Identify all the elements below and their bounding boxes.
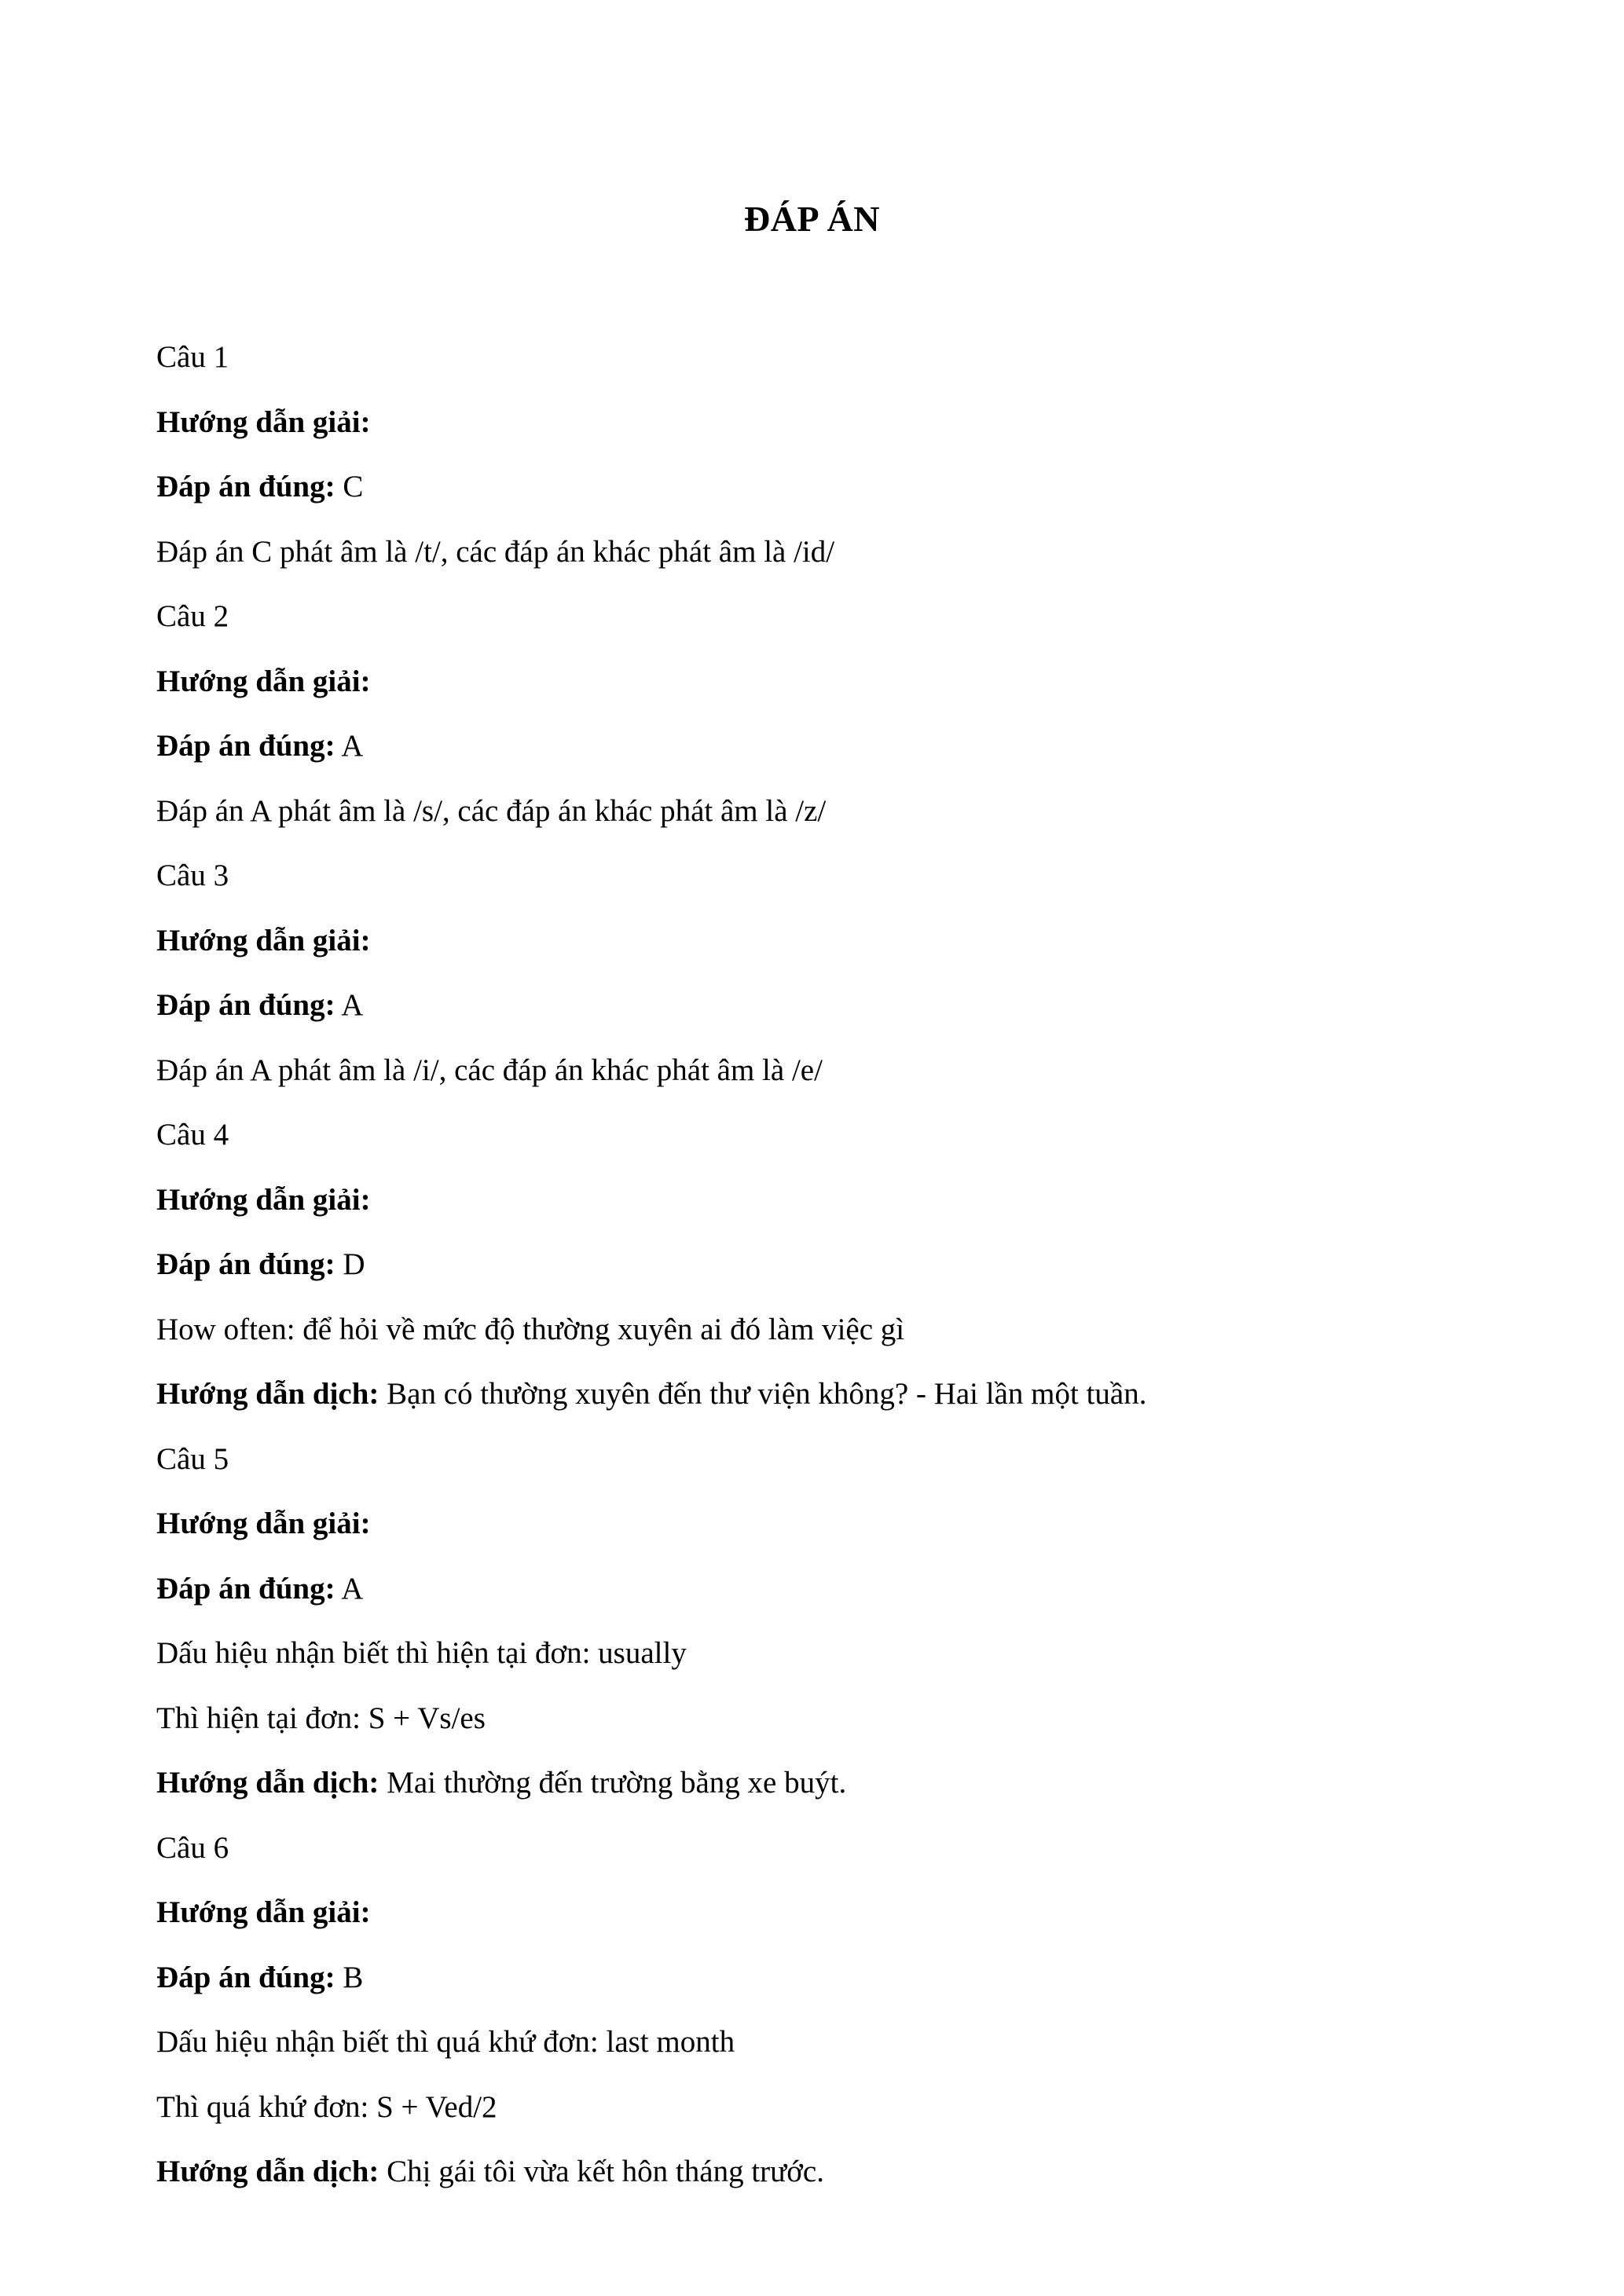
line-label: Hướng dẫn giải: xyxy=(156,923,371,958)
text-line xyxy=(156,1298,1530,1363)
section-heading-cau-6: Câu 6 xyxy=(156,1830,229,1865)
line-label: Hướng dẫn giải: xyxy=(156,405,371,439)
text-line xyxy=(156,1621,1530,1686)
line-label: Hướng dẫn giải: xyxy=(156,1182,371,1217)
line-text: Bạn có thường xuyên đến thư viện không? - Hai lần một tuần. xyxy=(379,1377,1147,1411)
line-label: Hướng dẫn dịch: xyxy=(156,1766,379,1800)
line-text: C xyxy=(335,470,364,504)
text-line xyxy=(156,1557,1530,1622)
line-text: Dấu hiệu nhận biết thì quá khứ đơn: last month xyxy=(156,2025,735,2059)
line-label: Đáp án đúng: xyxy=(156,1247,335,1281)
text-line xyxy=(156,1362,1530,1427)
section-heading-cau-2: Câu 2 xyxy=(156,599,229,633)
text-line xyxy=(156,1751,1530,1816)
line-text: Mai thường đến trường bằng xe buýt. xyxy=(379,1766,847,1800)
text-line xyxy=(156,2075,1530,2140)
line-text: A xyxy=(335,1571,364,1606)
line-text: A xyxy=(335,729,364,763)
line-label: Hướng dẫn giải: xyxy=(156,1507,371,1540)
line-text: Đáp án A phát âm là /s/, các đáp án khác phát âm là /z/ xyxy=(156,793,827,828)
text-line xyxy=(156,1232,1530,1298)
text-line xyxy=(156,779,1530,844)
section-heading-cau-3: Câu 3 xyxy=(156,859,229,892)
line-label: Đáp án đúng: xyxy=(156,1571,335,1606)
text-line xyxy=(156,1686,1530,1752)
document-body xyxy=(156,325,1624,2205)
line-text: Thì quá khứ đơn: S + Ved/2 xyxy=(156,2089,497,2124)
text-line xyxy=(156,455,1530,520)
line-text: Chị gái tôi vừa kết hôn tháng trước. xyxy=(379,2155,824,2188)
text-line xyxy=(156,390,1530,456)
text-line xyxy=(156,973,1530,1038)
line-text: How often: để hỏi về mức độ thường xuyên ai đó làm việc gì xyxy=(156,1312,905,1346)
text-line xyxy=(156,2140,1530,2205)
text-line xyxy=(156,520,1530,585)
text-line xyxy=(156,1168,1530,1233)
text-line xyxy=(156,1946,1530,2011)
line-text: Đáp án C phát âm là /t/, các đáp án khác phát âm là /id/ xyxy=(156,534,835,569)
line-text: Dấu hiệu nhận biết thì hiện tại đơn: usually xyxy=(156,1636,687,1670)
line-label: Hướng dẫn dịch: xyxy=(156,1377,379,1411)
line-text: B xyxy=(335,1960,364,1994)
text-line xyxy=(156,1880,1530,1946)
line-label: Hướng dẫn giải: xyxy=(156,1895,371,1929)
text-line xyxy=(156,2010,1530,2075)
text-line xyxy=(156,909,1530,974)
section-heading-cau-1: Câu 1 xyxy=(156,340,229,374)
line-label: Đáp án đúng: xyxy=(156,1960,335,1994)
text-line xyxy=(156,1492,1530,1557)
line-label: Đáp án đúng: xyxy=(156,729,335,763)
line-text: A xyxy=(335,988,364,1022)
line-label: Hướng dẫn giải: xyxy=(156,664,371,698)
line-text: Đáp án A phát âm là /i/, các đáp án khác phát âm là /e/ xyxy=(156,1053,823,1087)
line-text: Thì hiện tại đơn: S + Vs/es xyxy=(156,1701,486,1735)
line-label: Đáp án đúng: xyxy=(156,988,335,1022)
section-heading-cau-4: Câu 4 xyxy=(156,1118,229,1152)
text-line xyxy=(156,650,1530,715)
text-line xyxy=(156,714,1530,779)
text-line xyxy=(156,1038,1530,1104)
page-title: ĐÁP ÁN xyxy=(744,199,880,239)
section-heading-cau-5: Câu 5 xyxy=(156,1441,229,1476)
line-text: D xyxy=(335,1247,365,1281)
line-label: Đáp án đúng: xyxy=(156,470,335,504)
line-label: Hướng dẫn dịch: xyxy=(156,2155,379,2188)
